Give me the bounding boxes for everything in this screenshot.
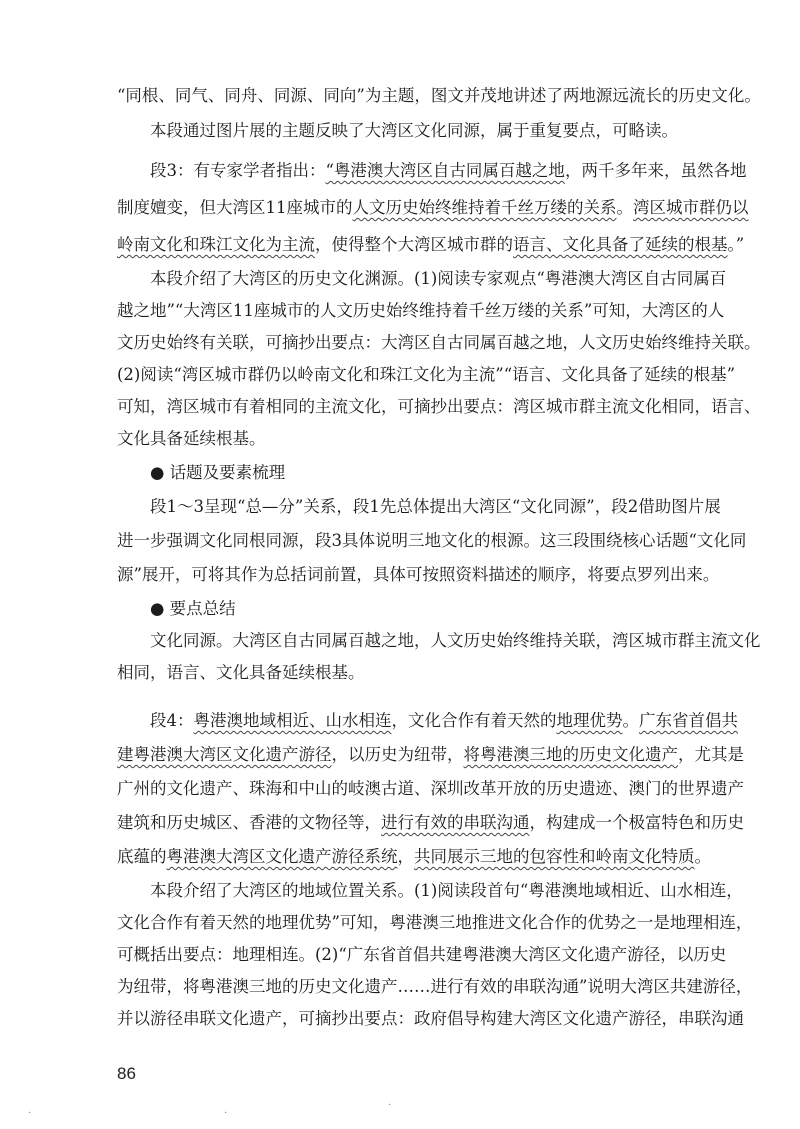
underlined-text: 粤港澳大湾区文化遗产游径系统	[166, 847, 398, 866]
analysis-line	[117, 396, 761, 418]
paragraph-3-line	[117, 197, 749, 219]
text-segment: 源”展开，可将其作为总括词前置，具体可按照资料描述的顺序，将要点罗列出来。	[117, 565, 720, 584]
analysis-line	[150, 880, 743, 902]
text-segment: 。	[622, 711, 639, 730]
underlined-text: 建粤港澳大湾区文化遗产游径	[117, 745, 332, 764]
underlined-text: 将粤港澳三地的历史文化遗产	[463, 745, 678, 764]
text-segment: 本段通过图片展的主题反映了大湾区文化同源，属于重复要点，可略读。	[150, 121, 678, 140]
analysis-line	[117, 944, 727, 966]
text-segment: 段1～3呈现“总—分”关系，段1先总体提出大湾区“文化同源”，段2借助图片展	[150, 497, 721, 516]
underlined-text: “粤港澳大湾区自古同属百越之地	[325, 161, 565, 180]
underlined-text: 共同展示三地的包容性和岭南文化特质	[414, 847, 695, 866]
paragraph-3-line	[150, 160, 747, 182]
text-segment: 可知，湾区城市有着相同的主流文化，可摘抄出要点：湾区城市群主流文化相同，语言、	[117, 397, 761, 416]
text-segment: ● 话题及要素梳理	[150, 463, 286, 482]
scan-speck: ·	[224, 1108, 228, 1119]
scan-speck: ·	[388, 1100, 392, 1111]
underlined-text: 语言、文化具备了延续的根基	[513, 235, 728, 254]
text-segment: 本段介绍了大湾区的历史文化渊源。(1)阅读专家观点“粤港澳大湾区自古同属百	[150, 269, 727, 288]
section-heading-topic	[150, 462, 750, 484]
text-segment: 建筑和历史城区、香港的文物径等，	[117, 813, 381, 832]
text-segment: 广州的文化遗产、珠海和中山的岐澳古道、深圳改革开放的历史遗迹、澳门的世界遗产	[117, 779, 744, 798]
underlined-text: 岭南文化和珠江文化为主流	[117, 235, 315, 254]
text-segment: 段3：有专家学者指出：	[150, 161, 326, 180]
underlined-text: 进行有效的串联沟通	[381, 813, 530, 832]
text-segment: ，	[397, 847, 414, 866]
text-segment: 底蕴的	[117, 847, 167, 866]
text-segment: (2)阅读“湾区城市群仍以岭南文化和珠江文化为主流”“语言、文化具备了延续的根基”	[117, 365, 736, 384]
text-segment: 可概括出要点：地理相连。(2)“广东省首倡共建粤港澳大湾区文化遗产游径，以历史	[117, 945, 727, 964]
text-line	[150, 120, 717, 142]
underlined-text: 粤港澳地域相近、山水相连	[193, 711, 392, 730]
text-segment: ● 要点总结	[150, 599, 236, 618]
text-segment: “同根、同气、同舟、同源、同向”为主题，图文并茂地讲述了两地源远流长的历史文化。	[117, 86, 761, 105]
analysis-line	[117, 332, 761, 354]
analysis-line	[150, 268, 727, 290]
text-segment: 进一步强调文化同根同源，段3具体说明三地文化的根源。这三段围绕核心话题“文化同	[117, 531, 747, 550]
text-segment: 并以游径串联文化遗产，可摘抄出要点：政府倡导构建大湾区文化遗产游径，串联沟通	[117, 1009, 744, 1028]
text-segment: 本段介绍了大湾区的地域位置关系。(1)阅读段首句“粤港澳地域相近、山水相连，	[150, 881, 743, 900]
scan-speck: ·	[28, 1108, 32, 1119]
summary-line	[117, 662, 717, 684]
analysis-line	[117, 912, 753, 934]
paragraph-4-line	[117, 812, 744, 834]
summary-line	[150, 630, 761, 652]
text-segment: 文化合作有着天然的地理优势”可知，粤港澳三地推进文化合作的优势之一是地理相连，	[117, 913, 753, 932]
paragraph-4-line	[117, 846, 717, 868]
underlined-text: 广东省首倡共	[639, 711, 738, 730]
text-segment: ，两千多年来，虽然各地	[564, 161, 747, 180]
analysis-line	[117, 1008, 744, 1030]
text-segment: 制度嬗变，但大湾区11座城市的	[117, 198, 353, 217]
underlined-text: 湾区城市群仍以	[633, 198, 749, 217]
text-segment: 。”	[727, 235, 745, 254]
paragraph-4-line	[117, 744, 744, 766]
underlined-text: 地理优势	[556, 711, 623, 730]
paragraph-4-line	[117, 778, 744, 800]
text-segment: ，尤其是	[678, 745, 744, 764]
text-segment: 越之地”“大湾区11座城市的人文历史始终维持着千丝万缕的关系”可知，大湾区的人	[117, 301, 725, 320]
analysis-line	[117, 364, 736, 386]
paragraph-4-line	[150, 710, 738, 732]
text-segment: ，文化合作有着天然的	[391, 711, 557, 730]
text-segment: 为纽带，将粤港澳三地的历史文化遗产……进行有效的串联沟通”说明大湾区共建游径，	[117, 977, 753, 996]
text-segment: ，以历史为纽带，	[331, 745, 464, 764]
topic-line	[117, 564, 720, 586]
analysis-line	[117, 976, 753, 998]
underlined-text: 人文历史始终维持着千丝万缕的关系	[352, 198, 617, 217]
text-line	[117, 85, 761, 107]
text-segment: 文化具备延续根基。	[117, 429, 266, 448]
text-segment: 文化同源。大湾区自古同属百越之地，人文历史始终维持关联，湾区城市群主流文化	[150, 631, 761, 650]
text-segment: 相同，语言、文化具备延续根基。	[117, 663, 365, 682]
text-segment: 段4：	[150, 711, 194, 730]
paragraph-3-line	[117, 234, 745, 256]
analysis-line	[117, 428, 717, 450]
text-segment: ，构建成一个极富特色和历史	[529, 813, 744, 832]
text-segment: 文历史始终有关联，可摘抄出要点：大湾区自古同属百越之地，人文历史始终维持关联。	[117, 333, 761, 352]
text-segment: 。	[616, 198, 633, 217]
section-heading-summary	[150, 598, 750, 620]
topic-line	[150, 496, 721, 518]
page-number: 86	[117, 1064, 136, 1083]
topic-line	[117, 530, 747, 552]
analysis-line	[117, 300, 725, 322]
text-segment: ，使得整个大湾区城市群的	[315, 235, 513, 254]
text-segment: 。	[694, 847, 711, 866]
